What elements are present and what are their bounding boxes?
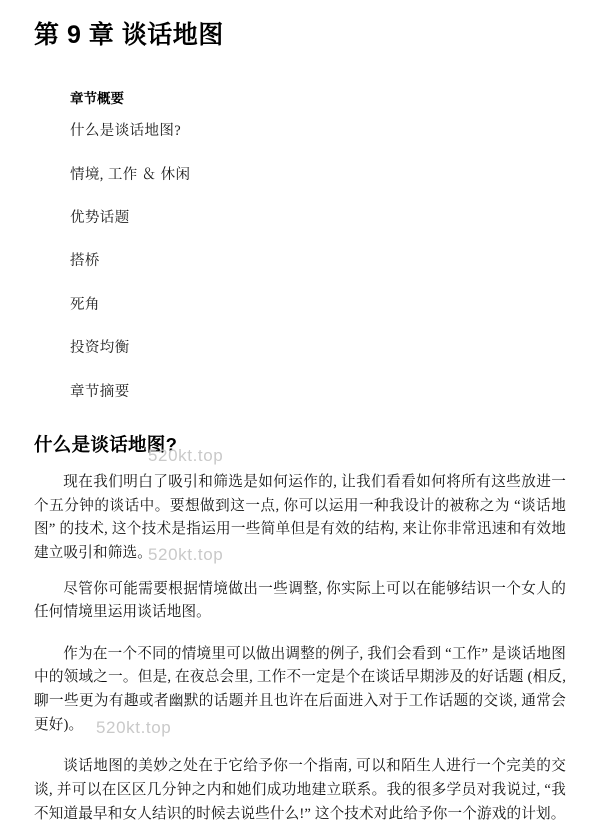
body-paragraph-2: 尽管你可能需要根据情境做出一些调整, 你实际上可以在能够结识一个女人的任何情境里运用谈话地图。 bbox=[34, 580, 566, 621]
watermark-1: 520kt.top bbox=[148, 446, 224, 465]
watermark-3: 520kt.top bbox=[96, 718, 172, 737]
outline-item-4: 搭桥 bbox=[70, 253, 100, 270]
body-paragraph-4: 谈话地图的美妙之处在于它给予你一个指南, 可以和陌生人进行一个完美的交谈, 并可以在区区几分钟之内和她们成功地建立联系。我的很多学员对我说过, “我不知道最早和女人结识的时候去说些什么!” 这个技术对此给予你一个游戏的计划。 bbox=[34, 758, 566, 822]
outline-heading: 章节概要 bbox=[70, 91, 124, 107]
body-paragraph-3: 作为在一个不同的情境里可以做出调整的例子, 我们会看到 “工作” 是谈话地图中的领域之一。但是, 在夜总会里, 工作不一定是个在谈话早期涉及的好话题 (相反, 聊一些更为有趣或者幽默的话题并且也许在后面进入对于工作话题的交谈, 通常会更好)。 bbox=[34, 645, 566, 733]
watermark-2: 520kt.top bbox=[148, 545, 224, 564]
outline-item-2: 情境, 工作 ＆ 休闲 bbox=[70, 166, 191, 183]
section-heading: 什么是谈话地图? bbox=[34, 433, 178, 455]
outline-item-3: 优势话题 bbox=[70, 210, 130, 227]
outline-item-7: 章节摘要 bbox=[70, 383, 130, 400]
outline-item-5: 死角 bbox=[70, 296, 100, 313]
chapter-title: 第 9 章 谈话地图 bbox=[34, 21, 224, 49]
outline-item-1: 什么是谈话地图? bbox=[70, 123, 182, 140]
body-paragraph-1: 现在我们明白了吸引和筛选是如何运作的, 让我们看看如何将所有这些放进一个五分钟的谈话中。要想做到这一点, 你可以运用一种我设计的被称之为 “谈话地图” 的技术, 这个技术是指运用一些简单但是有效的结构, 来让你非常迅速和有效地建立吸引和筛选。 bbox=[34, 473, 566, 561]
chapter-outline bbox=[70, 87, 566, 401]
outline-item-6: 投资均衡 bbox=[70, 340, 130, 357]
